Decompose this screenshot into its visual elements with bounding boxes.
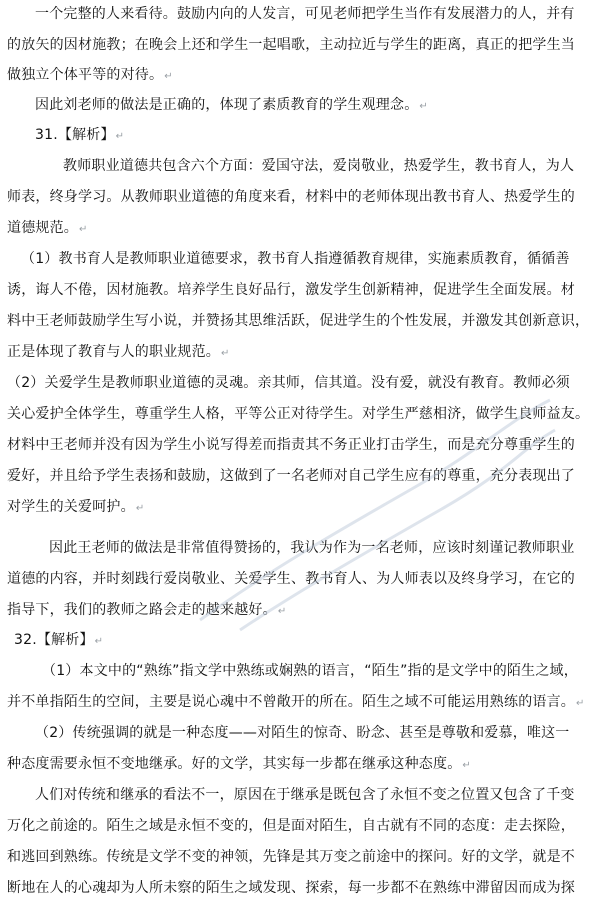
text-line: 和逃回到熟练。传统是文学不变的神领，先锋是其万变之前途中的探问。好的文学，就是不	[7, 849, 575, 865]
paragraph-mark-icon: ↵	[462, 760, 471, 771]
section-heading: 32.【解析】↵	[14, 632, 104, 648]
text-line: 诱，诲人不倦，因材施教。培养学生良好品行，激发学生创新精神，促进学生全面发展。材	[7, 282, 575, 298]
text-line: 对学生的关爱呵护。↵	[7, 499, 145, 515]
text-line: 材料中王老师并没有因为学生小说写得差而指责其不务正业打击学生，而是充分尊重学生的	[7, 437, 575, 453]
text-line: 一个完整的人来看待。鼓励内向的人发言，可见老师把学生当作有发展潜力的人，并有	[35, 6, 575, 22]
text-line: 师表，终身学习。从教师职业道德的角度来看，材料中的老师体现出教书育人、热爱学生的	[7, 189, 575, 205]
text-line: （1）教书育人是教师职业道德要求，教书育人指遵循教育规律，实施素质教育，循循善	[21, 251, 570, 267]
text-line: 的放矢的因材施教；在晚会上还和学生一起唱歌，主动拉近与学生的距离，真正的把学生当	[7, 37, 575, 53]
text-line: 指导下，我们的教师之路会走的越来越好。↵	[7, 602, 287, 618]
paragraph-mark-icon: ↵	[135, 503, 145, 514]
text-line: 因此王老师的做法是非常值得赞扬的，我认为作为一名老师，应该时刻谨记教师职业	[49, 540, 575, 556]
text-line: 爱好，并且给予学生表扬和鼓励，这做到了一名老师对自己学生应有的尊重，充分表现出了	[7, 468, 575, 484]
paragraph-mark-icon: ↵	[277, 606, 287, 617]
paragraph-mark-icon: ↵	[79, 224, 88, 235]
paragraph-mark-icon: ↵	[419, 101, 428, 112]
text-line: 正是体现了教育与人的职业规范。↵	[7, 344, 230, 360]
text-line: 种态度需要永恒不变地继承。好的文学，其实每一步都在继承这种态度。↵	[7, 756, 471, 772]
section-heading: 31.【解析】↵	[35, 127, 125, 143]
paragraph-mark-icon: ↵	[576, 698, 585, 709]
text-line: 万化之前途的。陌生之域是永恒不变的，但是面对陌生，自古就有不同的态度：走去探险，	[7, 818, 575, 834]
text-line: 断地在人的心魂却为人所未察的陌生之域发现、探索，每一步都不在熟练中滞留因而成为探	[7, 880, 575, 896]
text-line: 因此刘老师的做法是正确的，体现了素质教育的学生观理念。↵	[35, 97, 428, 113]
text-line: 道德规范。↵	[7, 220, 88, 236]
text-line: 人们对传统和继承的看法不一，原因在于继承是既包含了永恒不变之位置又包含了千变	[35, 787, 575, 803]
text-line: （2）传统强调的就是一种态度——对陌生的惊奇、盼念、甚至是尊敬和爱慕，唯这一	[35, 725, 570, 741]
text-line: （2）关爱学生是教师职业道德的灵魂。亲其师，信其道。没有爱，就没有教育。教师必须	[7, 375, 570, 391]
paragraph-mark-icon: ↵	[115, 131, 125, 142]
paragraph-mark-icon: ↵	[221, 348, 230, 359]
paragraph-mark-icon: ↵	[94, 636, 104, 647]
paragraph-mark-icon: ↵	[164, 71, 173, 82]
text-line: 做独立个体平等的对待。↵	[7, 67, 173, 83]
text-line: 关心爱护全体学生，尊重学生人格，平等公正对待学生。对学生严慈相济，做学生良师益友。	[7, 406, 589, 422]
text-line: 道德的内容，并时刻践行爱岗敬业、关爱学生、教书育人、为人师表以及终身学习，在它的	[7, 571, 575, 587]
text-line: （1）本文中的“熟练”指文学中熟练或娴熟的语言，“陌生”指的是文学中的陌生之域，	[42, 663, 578, 679]
text-line: 教师职业道德共包含六个方面：爱国守法，爱岗敬业，热爱学生，教书育人，为人	[63, 158, 575, 174]
text-line: 并不单指陌生的空间，主要是说心魂中不曾敞开的所在。陌生之域不可能运用熟练的语言。↵	[7, 694, 585, 710]
text-line: 料中王老师鼓励学生写小说，并赞扬其思维活跃，促进学生的个性发展，并激发其创新意识，	[7, 313, 589, 329]
